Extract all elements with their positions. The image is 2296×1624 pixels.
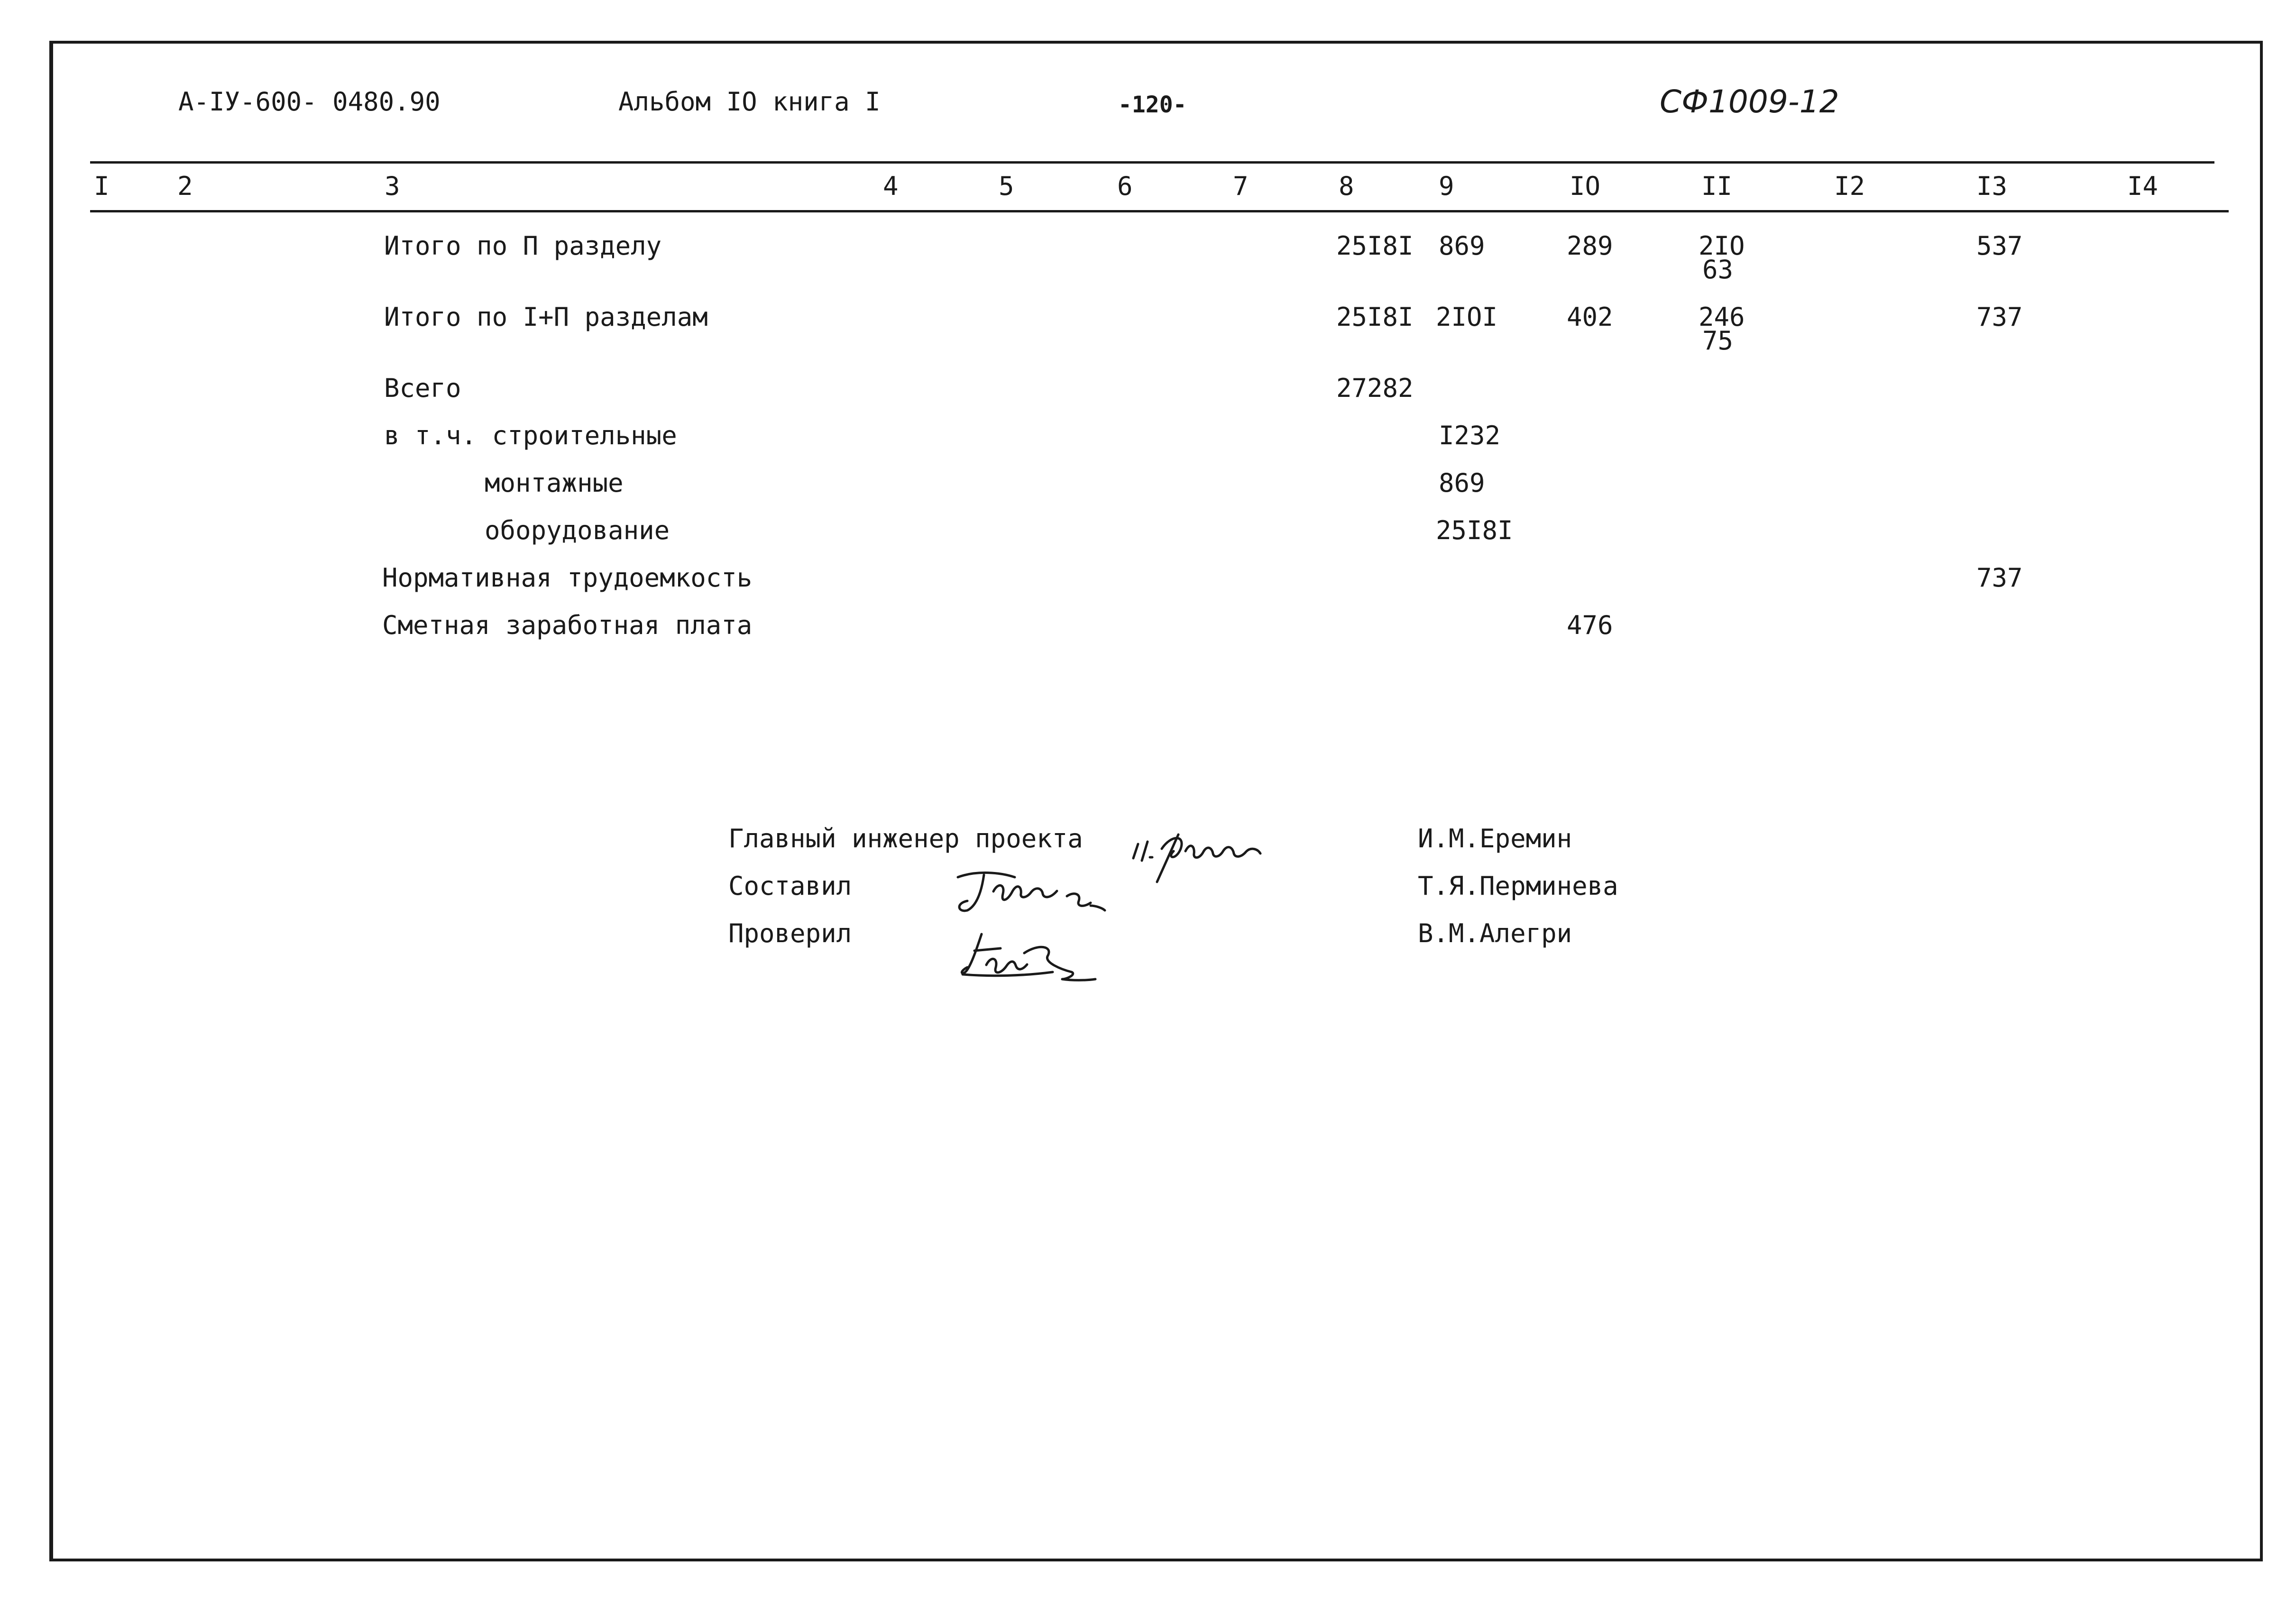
row-label: Сметная заработная плата (382, 610, 753, 640)
row-label: Итого по П разделу (384, 231, 662, 261)
column-number: 9 (1439, 171, 1454, 201)
table-header-rule (90, 210, 2229, 212)
compiler-signature (948, 863, 1119, 925)
checker-signature (953, 925, 1124, 991)
column-number: II (1701, 171, 1733, 201)
cell-col9: I232 (1439, 421, 1501, 450)
column-number: 3 (385, 171, 400, 201)
cell-col9: 25I8I (1436, 515, 1513, 545)
signature-name: И.М.Еремин (1418, 824, 1572, 853)
document-code: А-IУ-600- 0480.90 (178, 87, 441, 117)
cell-col11: 246 (1699, 302, 1745, 332)
column-number: 4 (883, 171, 899, 201)
cell-col13: 737 (1976, 302, 2023, 332)
page-frame (49, 41, 2263, 1561)
cell-col11: 2IO (1699, 231, 1745, 261)
cell-col11-sub: 63 (1702, 255, 1734, 284)
column-number: 7 (1233, 171, 1249, 201)
cell-col9: 869 (1439, 231, 1485, 261)
column-number: 6 (1117, 171, 1133, 201)
cell-col9: 2IOI (1436, 302, 1498, 332)
signature-role: Составил (728, 871, 852, 901)
row-label: Всего (384, 373, 461, 403)
row-label: в т.ч. строительные (384, 421, 677, 450)
row-label: Итого по I+П разделам (384, 302, 708, 332)
cell-col8: 25I8I (1336, 302, 1414, 332)
page-number: -120- (1118, 92, 1187, 118)
cell-col9: 869 (1439, 468, 1485, 498)
column-number: I (94, 171, 110, 201)
cell-col10: 402 (1567, 302, 1613, 332)
row-label: монтажные (485, 468, 624, 498)
column-number: I2 (1834, 171, 1865, 201)
signature-role: Проверил (728, 918, 852, 948)
row-label: Нормативная трудоемкость (382, 563, 753, 593)
column-number: I4 (2127, 171, 2158, 201)
cell-col8: 25I8I (1336, 231, 1414, 261)
cell-col13: 537 (1976, 231, 2023, 261)
cell-col11-sub: 75 (1702, 326, 1734, 356)
column-number: 5 (999, 171, 1014, 201)
column-number: 2 (177, 171, 193, 201)
handwritten-sheet-code: СФ1009-12 (1660, 83, 1839, 120)
cell-col10: 289 (1567, 231, 1613, 261)
album-label: Альбом IO книга I (618, 87, 881, 117)
column-number: 8 (1339, 171, 1354, 201)
signature-role: Главный инженер проекта (728, 824, 1083, 853)
row-label: оборудование (485, 515, 670, 545)
cell-col13: 737 (1976, 563, 2023, 593)
chief-engineer-signature (1129, 816, 1299, 887)
column-number: IO (1570, 171, 1601, 201)
column-number: I3 (1976, 171, 2008, 201)
table-top-rule (90, 161, 2214, 164)
cell-col10: 476 (1567, 610, 1613, 640)
cell-col8: 27282 (1336, 373, 1414, 403)
signature-name: В.М.Алегри (1418, 918, 1572, 948)
signature-name: Т.Я.Перминева (1418, 871, 1618, 901)
